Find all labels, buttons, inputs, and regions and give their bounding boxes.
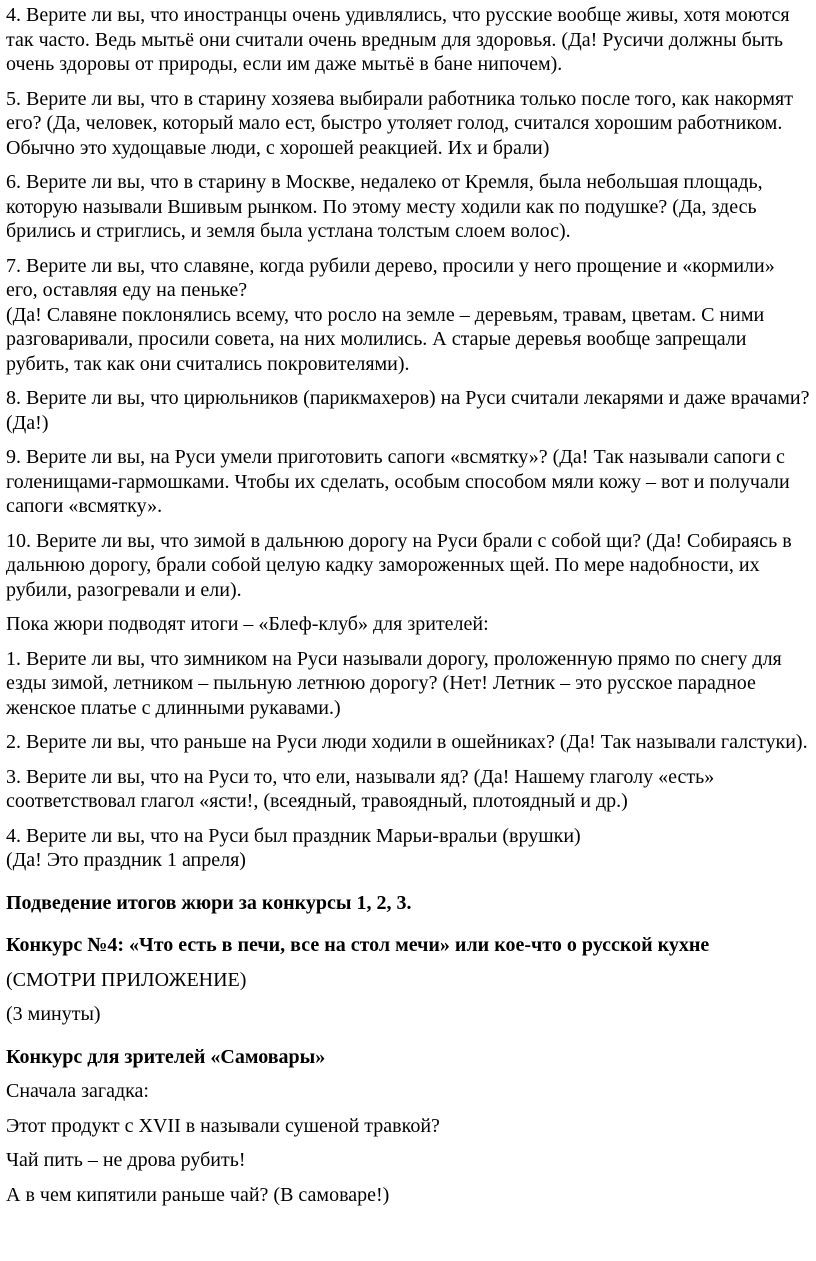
heading-jury-results: Подведение итогов жюри за конкурсы 1, 2, 3.: [6, 891, 412, 914]
paragraph-proverb: Чай пить – не дрова рубить!: [6, 1149, 246, 1171]
paragraph-audience-question-2: 2. Верите ли вы, что раньше на Руси люди ходили в ошейниках? (Да! Так называли галстуки).: [6, 731, 808, 753]
paragraph-question-5: 5. Верите ли вы, что в старину хозяева выбирали работника только после того, как накормят его? (Да, человек, который мало ест, быстро утоляет голод, считался хорошим работником. Обычно это худощавые люди, с хорошей реакцией. Их и брали): [6, 87, 793, 159]
heading-contest-4: Конкурс №4: «Что есть в печи, все на стол мечи» или кое-что о русской кухне: [6, 934, 710, 956]
paragraph-question-7: 7. Верите ли вы, что славяне, когда рубили дерево, просили у него прощение и «кормили» его, оставляя еду на пеньке? (Да! Славяне поклонялись всему, что росло на земле – деревьям, травам, цветам. С ними разговаривали, просили совета, на них молились. А старые деревья вообще запрещали рубить, так как они считались покровителями).: [6, 254, 775, 375]
paragraph-question-6: 6. Верите ли вы, что в старину в Москве, недалеко от Кремля, была небольшая площадь, которую называли Вшивым рынком. По этому месту ходили как по подушке? (Да, здесь брились и стриглись, и земля была устлана толстым слоем волос).: [6, 171, 763, 242]
paragraph-bluff-club-intro: Пока жюри подводят итоги – «Блеф-клуб» для зрителей:: [6, 613, 489, 635]
paragraph-riddle-intro: Сначала загадка:: [6, 1080, 149, 1102]
paragraph-riddle-question: Этот продукт с XVII в называли сушеной травкой?: [6, 1114, 440, 1137]
paragraph-audience-question-4: 4. Верите ли вы, что на Руси был праздник Марьи-вральи (врушки) (Да! Это праздник 1 апреля): [6, 824, 581, 871]
paragraph-samovar-question: А в чем кипятили раньше чай? (В самоваре!): [6, 1183, 390, 1206]
paragraph-see-appendix: (СМОТРИ ПРИЛОЖЕНИЕ): [6, 968, 247, 991]
heading-samovars-contest: Конкурс для зрителей «Самовары»: [6, 1045, 326, 1068]
paragraph-question-8: 8. Верите ли вы, что цирюльников (парикмахеров) на Руси считали лекарями и даже врачами? (Да!): [6, 387, 810, 434]
paragraph-question-4: 4. Верите ли вы, что иностранцы очень удивлялись, что русские вообще живы, хотя моются так часто. Ведь мытьё они считали очень вредным для здоровья. (Да! Русичи должны быть очень здоровы от природы, если им даже мытьё в бане нипочем).: [6, 4, 790, 75]
paragraph-duration: (3 минуты): [6, 1003, 101, 1025]
paragraph-audience-question-3: 3. Верите ли вы, что на Руси то, что ели, называли яд? (Да! Нашему глаголу «есть» соответствовал глагол «ясти!, (всеядный, травоядный, плотоядный и др.): [6, 765, 715, 812]
paragraph-question-9: 9. Верите ли вы, на Руси умели приготовить сапоги «всмятку»? (Да! Так называли сапоги с голенищами-гармошками. Чтобы их сделать, особым способом мяли кожу – вот и получали сапоги «всмятку».: [6, 446, 790, 517]
paragraph-audience-question-1: 1. Верите ли вы, что зимником на Руси называли дорогу, проложенную прямо по снегу для езды зимой, летником – пыльную летнюю дорогу? (Нет! Летник – это русское парадное женское платье с длинными рукавами.): [6, 647, 782, 719]
paragraph-question-10: 10. Верите ли вы, что зимой в дальнюю дорогу на Руси брали с собой щи? (Да! Собираясь в дальнюю дорогу, брали собой целую кадку замороженных щей. По мере надобности, их рубили, разогревали и ели).: [6, 529, 792, 601]
